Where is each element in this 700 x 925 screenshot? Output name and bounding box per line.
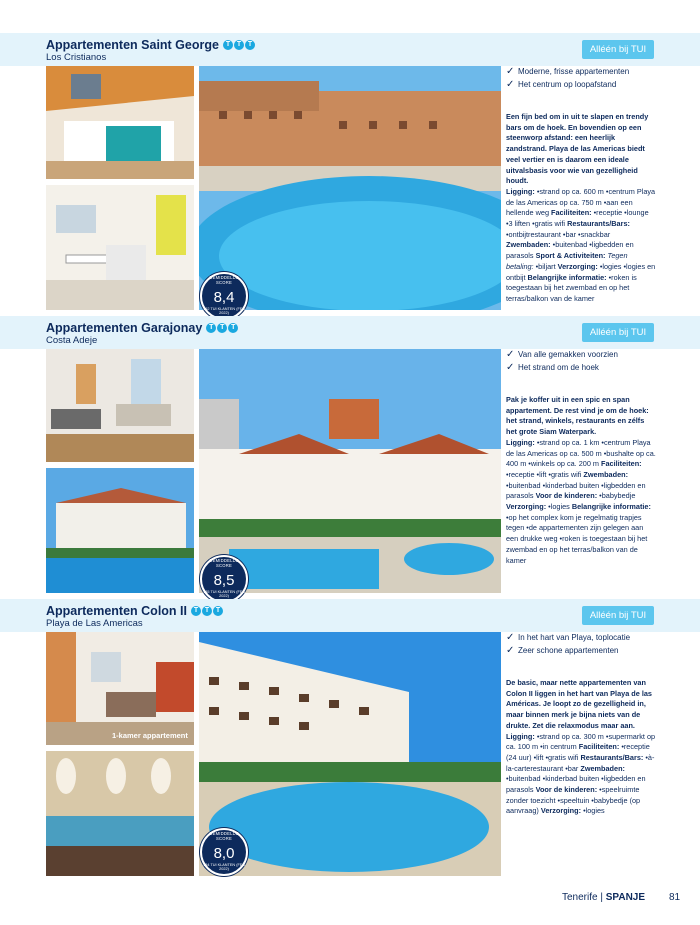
intro-paragraph: De basic, maar nette appartementen van Colon II liggen in het hart van Playa de las Américas. Je loopt zo de gezelligheid in, maar binnen merk je bijna niets van de drukte. Zet die relaxmodus maar aan.: [506, 678, 652, 730]
review-score-badge: [200, 555, 248, 603]
photo-collage: [46, 349, 501, 593]
intro-paragraph: Pak je koffer uit in een spic en span appartement. De rest vind je om de hoek: het strand, winkels, restaurants en zélfs het grote Siam Waterpark.: [506, 395, 649, 437]
score-ring-label-bottom: 162 TUI KLANTEN (FEB 2022): [203, 307, 245, 315]
tui-rating-icons: T T T: [222, 40, 255, 50]
checkmark-icon: ✓: [506, 66, 515, 77]
details-list: Ligging: •strand op ca. 1 km •centrum Playa de las Americas op ca. 500 m •bushalte op ca. 400 m •winkels op ca. 200 m Faciliteiten: •receptie •lift •gratis wifi Zwembaden: •buitenbad •kinderbad buiten •ligbedden en parasols Voor de kinderen: •babybedje Verzorging: •logies Belangrijke informatie: •op het complex kom je regelmatig trapjes tegen •de appartementen zijn gelegen aan een drukke weg •roken is toegestaan bij het zwembad en op het terras/balkon van de kamer: [506, 437, 656, 565]
exclusive-badge: Alléén bij TUI: [582, 40, 654, 59]
bedroom-photo: [46, 66, 194, 179]
pool-villas-photo: [46, 468, 194, 593]
score-ring-label-bottom: 185 TUI KLANTEN (FEB 2022): [203, 590, 245, 598]
checkmark-icon: ✓: [506, 78, 515, 90]
hotel-section-saint-george: [0, 33, 700, 315]
hotel-header-band: [0, 599, 700, 632]
hotel-description: [506, 632, 656, 817]
checkmark-icon: ✓: [506, 361, 515, 373]
page-number: 81: [669, 892, 681, 903]
usp-item: ✓ Zeer schone appartementen: [506, 644, 619, 656]
details-list: Ligging: •strand op ca. 600 m •centrum Playa de las Americas op ca. 750 m •aan een hellende weg Faciliteiten: •receptie •lounge •3 liften •gratis wifi Restaurants/Bars: •ontbijtrestaurant •bar •snackbar Zwembaden: •buitenbad •ligbedden en parasols Sport & Activiteiten: Tegen betaling: •biljart Verzorging: •logies •logies en ontbijt Belangrijke informatie: •roken is toegestaan bij het zwembad en op het terras/balkon van de kamer: [506, 186, 656, 303]
details-list: Ligging: •strand op ca. 300 m •supermarkt op ca. 100 m •in centrum Faciliteiten: •receptie (24 uur) •lift •gratis wifi Restaurants/Bars: •à-la-carterestaurant •bar Zwembaden: •buitenbad •kinderbad buiten •ligbedden en parasols Voor de kinderen: •speelruimte zonder toezicht •speeltuin •babybedje (op aanvraag) Verzorging: •logies: [506, 731, 656, 816]
usp-item: ✓ Van alle gemakken voorzien: [506, 349, 618, 360]
photo-collage: [46, 66, 501, 310]
hotel-name: Appartementen Garajonay: [46, 321, 203, 335]
hotel-location: Costa Adeje: [46, 335, 98, 346]
hotel-name: Appartementen Saint George: [46, 38, 219, 52]
photo-caption: 1-kamer appartement: [112, 731, 188, 740]
review-score-value: 8,0: [213, 845, 235, 862]
review-score-badge: [200, 828, 248, 876]
score-ring-label-top: GEMIDDELDE SCORE: [209, 275, 239, 285]
hotel-description: [506, 66, 656, 305]
score-ring-label-bottom: 154 TUI KLANTEN (FEB 2022): [203, 863, 245, 871]
bar-restaurant-photo: [46, 751, 194, 876]
photo-collage: [46, 632, 501, 876]
hotel-title: [46, 38, 255, 52]
hotel-location: Los Cristianos: [46, 52, 107, 63]
usp-item: ✓ Moderne, frisse appartementen: [506, 66, 630, 77]
score-ring-label-top: GEMIDDELDE SCORE: [209, 831, 239, 841]
hotel-description: [506, 349, 656, 566]
exclusive-badge: Alléén bij TUI: [582, 606, 654, 625]
page-footer: [562, 892, 645, 903]
usp-item: ✓ Het centrum op loopafstand: [506, 78, 617, 90]
footer-region: Tenerife: [562, 892, 598, 903]
dining-area-photo: [46, 185, 194, 310]
usp-item: ✓ Het strand om de hoek: [506, 361, 599, 373]
checkmark-icon: ✓: [506, 349, 515, 360]
tui-rating-icons: T T T: [205, 323, 238, 333]
hotel-header-band: [0, 316, 700, 349]
hotel-section-colon-ii: [0, 599, 700, 871]
review-score-value: 8,4: [213, 289, 235, 306]
living-room-photo: [46, 349, 194, 462]
usp-item: ✓ In het hart van Playa, toplocatie: [506, 632, 631, 643]
footer-country: SPANJE: [605, 892, 646, 903]
tui-rating-icons: T T T: [190, 606, 223, 616]
checkmark-icon: ✓: [506, 632, 515, 643]
review-score-value: 8,5: [213, 572, 235, 589]
hotel-title: [46, 321, 238, 335]
exclusive-badge: Alléén bij TUI: [582, 323, 654, 342]
hotel-location: Playa de Las Americas: [46, 618, 143, 629]
score-ring-label-top: GEMIDDELDE SCORE: [209, 558, 239, 568]
intro-paragraph: Een fijn bed om in uit te slapen en trendy bars om de hoek. En bovendien op een steenworp afstand: een heerlijk zandstrand. Playa de las Americas biedt veel vertier en is daarom een ideale uitvalsbasis voor wie van gezelligheid houdt.: [506, 112, 649, 186]
hotel-header-band: [0, 33, 700, 66]
footer-separator: |: [600, 892, 603, 903]
hotel-name: Appartementen Colon II: [46, 604, 187, 618]
apartment-room-photo: [46, 632, 194, 745]
hotel-section-garajonay: [0, 316, 700, 598]
checkmark-icon: ✓: [506, 644, 515, 656]
review-score-badge: [200, 272, 248, 320]
hotel-title: [46, 604, 223, 618]
